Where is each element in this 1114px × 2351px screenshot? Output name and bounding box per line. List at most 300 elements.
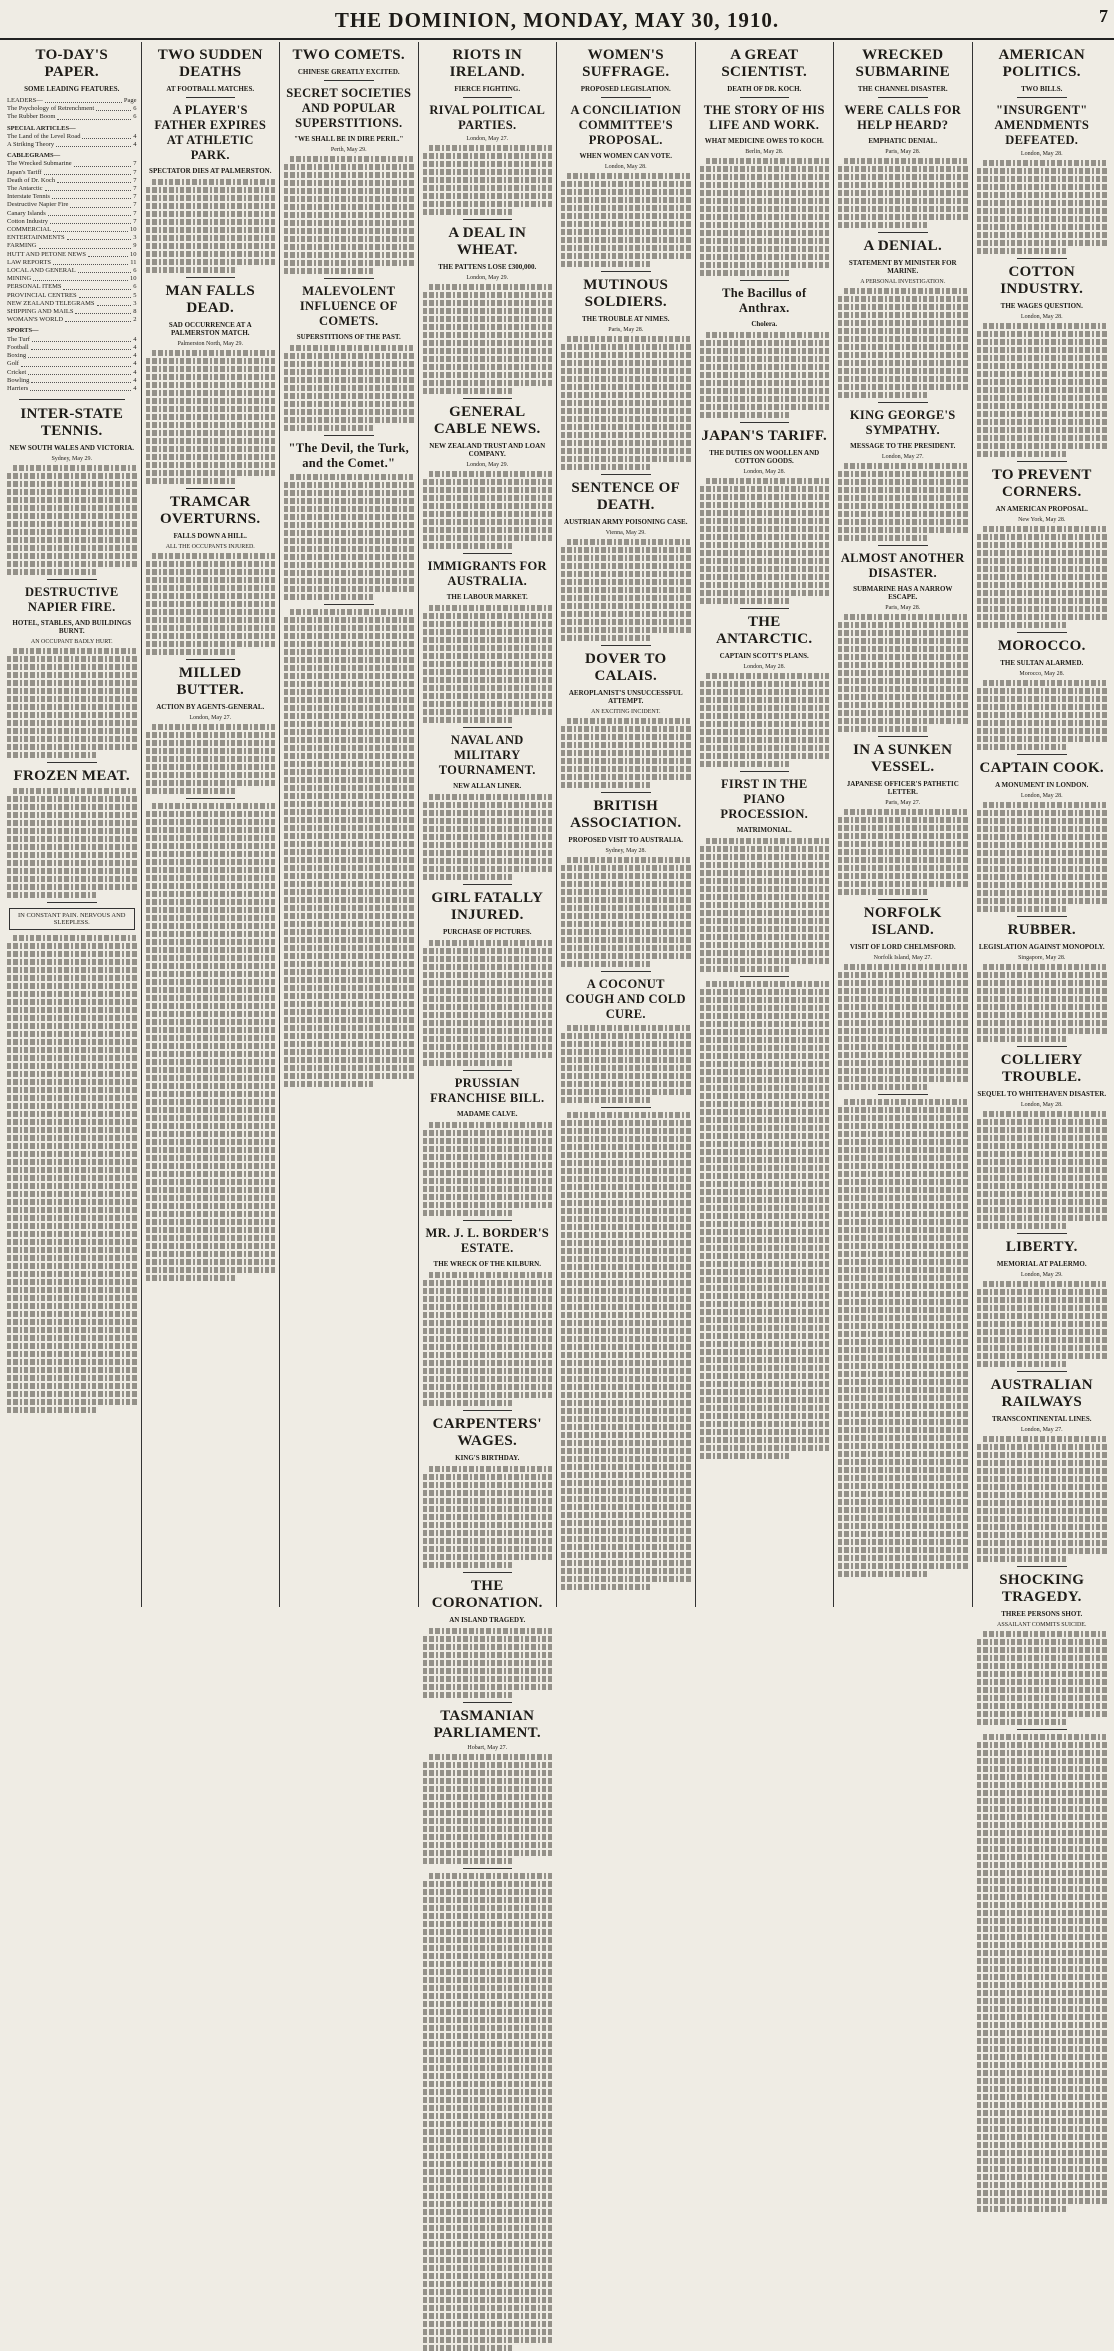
text-line xyxy=(561,440,691,446)
index-page: 9 xyxy=(133,242,137,250)
index-label: A Striking Theory xyxy=(7,141,55,149)
story-subheadline: SEQUEL TO WHITEHAVEN DISASTER. xyxy=(977,1090,1107,1098)
text-line xyxy=(423,1474,553,1480)
text-line xyxy=(423,1676,553,1682)
index-row xyxy=(7,327,137,335)
story-headline: COTTON INDUSTRY. xyxy=(1000,264,1084,297)
text-line xyxy=(561,1472,691,1478)
text-line xyxy=(423,980,553,986)
index-page: 7 xyxy=(133,160,137,168)
text-line xyxy=(838,206,968,212)
index-label: The Land of the Level Road xyxy=(7,132,81,140)
story-subheadline: NEW ZEALAND TRUST AND LOAN COMPANY. xyxy=(429,442,546,458)
text-line xyxy=(423,972,553,978)
story-dateline: Palmerston North, May 29. xyxy=(177,341,243,347)
index-leaders xyxy=(30,385,131,391)
text-line xyxy=(146,1051,276,1057)
text-line xyxy=(838,1491,968,1497)
column-headline: AMERICAN POLITICS. xyxy=(998,47,1086,80)
text-line xyxy=(977,427,1108,433)
index-page: 4 xyxy=(133,368,137,376)
column-headline: TO-DAY'S PAPER. xyxy=(35,47,108,80)
index-leaders xyxy=(53,226,128,232)
text-line xyxy=(977,371,1108,377)
story-headline: NAVAL AND MILITARY TOURNAMENT. xyxy=(438,733,536,777)
text-line xyxy=(429,284,553,290)
text-line xyxy=(7,489,137,495)
text-line xyxy=(423,645,553,651)
text-line xyxy=(700,486,830,492)
text-line xyxy=(284,482,414,488)
text-line xyxy=(977,1798,1108,1804)
text-line xyxy=(838,519,968,525)
text-line xyxy=(561,865,691,871)
text-line xyxy=(567,1112,691,1118)
text-line xyxy=(838,336,968,342)
text-line xyxy=(423,527,553,533)
text-line xyxy=(423,364,553,370)
text-line xyxy=(146,1139,276,1145)
text-line xyxy=(700,1365,830,1371)
text-line xyxy=(838,980,968,986)
text-line xyxy=(284,969,414,975)
text-line xyxy=(977,980,1108,986)
text-line xyxy=(838,889,929,895)
text-line xyxy=(7,1383,137,1389)
text-line xyxy=(700,262,830,268)
text-line xyxy=(423,996,553,1002)
text-line xyxy=(423,1352,553,1358)
story-subheadline: THE LABOUR MARKET. xyxy=(446,593,528,601)
text-line xyxy=(423,1052,553,1058)
text-line xyxy=(146,1187,276,1193)
text-line xyxy=(423,2177,553,2183)
text-line xyxy=(7,1183,137,1189)
text-line xyxy=(977,744,1068,750)
index-row xyxy=(7,160,137,168)
text-line xyxy=(423,1210,514,1216)
text-line xyxy=(423,503,553,509)
text-line xyxy=(838,198,968,204)
text-line xyxy=(7,1087,137,1093)
story-headline: CARPENTERS' WAGES. xyxy=(432,1416,542,1449)
text-line xyxy=(290,345,414,351)
text-line xyxy=(423,2001,553,2007)
text-line xyxy=(838,726,929,732)
text-line xyxy=(977,2038,1108,2044)
text-line xyxy=(977,1750,1108,1756)
text-line xyxy=(7,812,137,818)
text-line xyxy=(146,1019,276,1025)
text-line xyxy=(146,569,276,575)
text-line xyxy=(284,228,414,234)
text-line xyxy=(977,2078,1108,2084)
text-line xyxy=(7,1103,137,1109)
text-line xyxy=(561,1336,691,1342)
text-line xyxy=(423,1668,553,1674)
text-line xyxy=(284,538,414,544)
text-line xyxy=(700,1237,830,1243)
text-line xyxy=(977,736,1108,742)
text-line xyxy=(423,2065,553,2071)
text-line xyxy=(284,594,375,600)
text-line xyxy=(977,1655,1108,1661)
index-row xyxy=(7,97,137,105)
text-line xyxy=(423,1138,553,1144)
story-subheadline: "WE SHALL BE IN DIRE PERIL." xyxy=(294,135,404,143)
index-label: FARMING xyxy=(7,242,37,250)
text-line xyxy=(700,1381,830,1387)
text-line xyxy=(706,838,830,844)
text-line xyxy=(561,181,691,187)
divider xyxy=(324,604,374,605)
text-line xyxy=(977,1556,1068,1562)
text-line xyxy=(561,1488,691,1494)
text-line xyxy=(423,2089,553,2095)
text-line xyxy=(977,1990,1108,1996)
story-dateline: Paris, May 28. xyxy=(885,605,921,611)
story-subheadline: A MONUMENT IN LONDON. xyxy=(995,781,1089,789)
text-line xyxy=(838,384,968,390)
text-line xyxy=(146,1091,276,1097)
text-line xyxy=(700,1173,830,1179)
divider xyxy=(324,435,374,436)
text-line xyxy=(423,2169,553,2175)
text-line xyxy=(838,1427,968,1433)
text-line xyxy=(977,395,1108,401)
text-line xyxy=(977,363,1108,369)
text-line xyxy=(284,204,414,210)
text-line xyxy=(561,1033,691,1039)
text-line xyxy=(7,1055,137,1061)
text-line xyxy=(561,1504,691,1510)
text-line xyxy=(561,1376,691,1382)
text-line xyxy=(838,1283,968,1289)
text-line xyxy=(7,1215,137,1221)
text-line xyxy=(838,392,929,398)
text-line xyxy=(561,627,691,633)
story-subheadline: AN AMERICAN PROPOSAL. xyxy=(995,505,1088,513)
text-line xyxy=(284,801,414,807)
story-dateline: ASSAILANT COMMITS SUICIDE. xyxy=(997,1622,1087,1628)
index-row xyxy=(7,218,137,226)
text-line xyxy=(977,1191,1108,1197)
text-line xyxy=(977,2150,1108,2156)
story-headline: THE STORY OF HIS LIFE AND WORK. xyxy=(703,103,825,132)
text-line xyxy=(146,1211,276,1217)
text-line xyxy=(284,705,414,711)
text-line xyxy=(423,2305,553,2311)
text-line xyxy=(561,1400,691,1406)
story-subheadline: THE SULTAN ALARMED. xyxy=(1000,659,1084,667)
text-line xyxy=(423,1636,553,1642)
text-line xyxy=(423,653,553,659)
text-line xyxy=(977,996,1108,1002)
text-line xyxy=(700,1317,830,1323)
text-line xyxy=(429,794,553,800)
text-line xyxy=(561,1049,691,1055)
text-line xyxy=(977,1926,1108,1932)
text-line xyxy=(284,769,414,775)
text-line xyxy=(423,1376,553,1382)
text-line xyxy=(423,1945,553,1951)
text-line xyxy=(423,1905,553,1911)
index-label: The Rubber Boom xyxy=(7,113,56,121)
divider xyxy=(463,884,513,885)
story-dateline: London, May 29. xyxy=(1020,1272,1063,1278)
text-line xyxy=(700,910,830,916)
text-line xyxy=(838,881,968,887)
text-line xyxy=(423,193,553,199)
index-label: Boxing xyxy=(7,352,27,360)
text-line xyxy=(423,1178,553,1184)
text-line xyxy=(838,1115,968,1121)
text-line xyxy=(284,546,414,552)
column-subheadline: SOME LEADING FEATURES. xyxy=(24,85,120,93)
story-headline: KING GEORGE'S SYMPATHY. xyxy=(849,408,956,437)
story-headline: COLLIERY TROUBLE. xyxy=(1000,1052,1083,1085)
text-line xyxy=(7,1319,137,1325)
text-line xyxy=(423,2297,553,2303)
text-line xyxy=(561,1320,691,1326)
text-line xyxy=(423,1770,553,1776)
text-line xyxy=(977,906,1068,912)
text-line xyxy=(7,1287,137,1293)
text-line xyxy=(561,1512,691,1518)
text-line xyxy=(423,185,553,191)
text-line xyxy=(844,809,968,815)
text-line xyxy=(977,2110,1108,2116)
index-page: 6 xyxy=(133,105,137,113)
text-line xyxy=(7,1143,137,1149)
text-line xyxy=(561,1576,691,1582)
text-line xyxy=(838,630,968,636)
index-row xyxy=(7,242,137,250)
text-line xyxy=(423,495,553,501)
text-line xyxy=(423,169,553,175)
index-label: HUTT AND PETONE NEWS xyxy=(7,250,87,258)
text-line xyxy=(844,614,968,620)
story-subheadline: KING'S BIRTHDAY. xyxy=(455,1454,520,1462)
index-label: Interstate Tennis xyxy=(7,193,50,201)
text-line xyxy=(561,1041,691,1047)
text-line xyxy=(423,1993,553,1999)
text-line xyxy=(284,377,414,383)
story-headline: FROZEN MEAT. xyxy=(13,768,130,785)
text-line xyxy=(7,704,137,710)
text-line xyxy=(561,1456,691,1462)
text-line xyxy=(423,693,553,699)
divider xyxy=(601,971,651,972)
text-line xyxy=(429,145,553,151)
text-line xyxy=(423,1762,553,1768)
text-line xyxy=(706,158,830,164)
index-page: 8 xyxy=(133,308,137,316)
text-line xyxy=(977,2094,1108,2100)
text-line xyxy=(838,1251,968,1257)
index-leaders xyxy=(78,267,132,273)
text-line xyxy=(561,1408,691,1414)
text-line xyxy=(284,681,414,687)
story-headline: INTER-STATE TENNIS. xyxy=(20,406,124,440)
text-line xyxy=(7,1151,137,1157)
text-line xyxy=(561,1360,691,1366)
text-line xyxy=(284,578,414,584)
text-line xyxy=(977,542,1108,548)
text-line xyxy=(977,1934,1108,1940)
text-line xyxy=(838,1020,968,1026)
story-subheadline: SUPERSTITIONS OF THE PAST. xyxy=(296,333,401,341)
divider xyxy=(878,402,928,403)
text-line xyxy=(146,995,276,1001)
text-line xyxy=(567,539,691,545)
text-line xyxy=(700,1021,830,1027)
text-line xyxy=(13,648,137,654)
story-subheadline: MESSAGE TO THE PRESIDENT. xyxy=(850,442,956,450)
story-dateline: Sydney, May 29. xyxy=(51,456,93,463)
text-line xyxy=(977,550,1108,556)
text-line xyxy=(146,835,276,841)
text-line xyxy=(561,1496,691,1502)
text-line xyxy=(284,562,414,568)
text-line xyxy=(977,2006,1108,2012)
text-line xyxy=(284,697,414,703)
text-line xyxy=(700,918,830,924)
index-row xyxy=(7,210,137,218)
text-line xyxy=(838,1435,968,1441)
text-line xyxy=(423,2105,553,2111)
index-row xyxy=(7,193,137,201)
text-line xyxy=(561,384,691,390)
index-row xyxy=(7,360,137,368)
index-label: LAW REPORTS xyxy=(7,258,51,266)
story-headline: WERE CALLS FOR HELP HEARD? xyxy=(844,103,962,132)
text-line xyxy=(838,1227,968,1233)
text-line xyxy=(146,915,276,921)
text-line xyxy=(838,1235,968,1241)
index-label: WOMAN'S WORLD xyxy=(7,316,64,324)
text-line xyxy=(423,308,553,314)
text-line xyxy=(146,819,276,825)
index-page: 10 xyxy=(130,226,137,234)
text-line xyxy=(977,451,1068,457)
story-dateline: AN EXCITING INCIDENT. xyxy=(591,709,661,715)
text-line xyxy=(838,1315,968,1321)
text-line xyxy=(423,802,553,808)
text-line xyxy=(7,680,137,686)
text-line xyxy=(423,948,553,954)
index-leaders xyxy=(45,185,132,191)
text-line xyxy=(284,761,414,767)
text-line xyxy=(838,702,968,708)
text-line xyxy=(561,555,691,561)
index-row xyxy=(7,185,137,193)
text-line xyxy=(977,858,1108,864)
text-line xyxy=(977,1687,1108,1693)
text-line xyxy=(7,876,137,882)
text-line xyxy=(146,875,276,881)
text-line xyxy=(146,641,276,647)
story-headline: THE CORONATION. xyxy=(431,1578,543,1611)
divider xyxy=(324,278,374,279)
text-line xyxy=(146,788,237,794)
text-line xyxy=(838,1363,968,1369)
text-line xyxy=(423,669,553,675)
text-line xyxy=(146,358,276,364)
index-label: CABLEGRAMS— xyxy=(7,152,61,160)
text-line xyxy=(7,1167,137,1173)
text-line xyxy=(429,1873,553,1879)
index-page: 7 xyxy=(133,201,137,209)
text-line xyxy=(284,490,414,496)
text-line xyxy=(838,1028,968,1034)
text-line xyxy=(838,678,968,684)
text-line xyxy=(561,1536,691,1542)
text-line xyxy=(7,752,98,758)
text-line xyxy=(700,558,830,564)
text-line xyxy=(977,614,1108,620)
text-line xyxy=(561,1144,691,1150)
text-line xyxy=(838,638,968,644)
text-line xyxy=(700,1373,830,1379)
text-line xyxy=(7,553,137,559)
text-line xyxy=(423,2097,553,2103)
text-line xyxy=(983,1436,1108,1442)
text-line xyxy=(284,506,414,512)
text-line xyxy=(561,1584,652,1590)
column-1 xyxy=(3,42,142,1607)
story-dateline: Norfolk Island, May 27. xyxy=(873,955,932,961)
text-line xyxy=(977,2174,1108,2180)
advertisement: IN CONSTANT PAIN. NERVOUS AND SLEEPLESS. xyxy=(9,908,135,930)
text-line xyxy=(284,1033,414,1039)
divider xyxy=(186,659,236,660)
text-line xyxy=(7,951,137,957)
text-line xyxy=(284,268,375,274)
text-line xyxy=(423,1953,553,1959)
index-row xyxy=(7,369,137,377)
text-line xyxy=(284,425,375,431)
text-line xyxy=(7,1407,98,1413)
text-line xyxy=(700,1165,830,1171)
index-label: The Turf xyxy=(7,335,30,343)
text-line xyxy=(423,2329,553,2335)
index-label: PROVINCIAL CENTRES xyxy=(7,291,77,299)
masthead xyxy=(0,0,1114,40)
text-line xyxy=(838,1219,968,1225)
text-line xyxy=(977,1444,1108,1450)
text-line xyxy=(977,1548,1108,1554)
text-line xyxy=(7,1063,137,1069)
text-line xyxy=(844,288,968,294)
text-line xyxy=(977,582,1108,588)
text-line xyxy=(977,419,1108,425)
text-line xyxy=(977,2126,1108,2132)
text-line xyxy=(284,657,414,663)
text-line xyxy=(977,1524,1108,1530)
text-line xyxy=(7,1399,137,1405)
text-line xyxy=(977,810,1108,816)
text-line xyxy=(700,1109,830,1115)
text-line xyxy=(7,1071,137,1077)
text-line xyxy=(284,212,414,218)
text-line xyxy=(700,550,830,556)
text-line xyxy=(423,2009,553,2015)
text-line xyxy=(423,1530,553,1536)
text-line xyxy=(7,1039,137,1045)
text-line xyxy=(977,1135,1108,1141)
text-line xyxy=(423,2209,553,2215)
